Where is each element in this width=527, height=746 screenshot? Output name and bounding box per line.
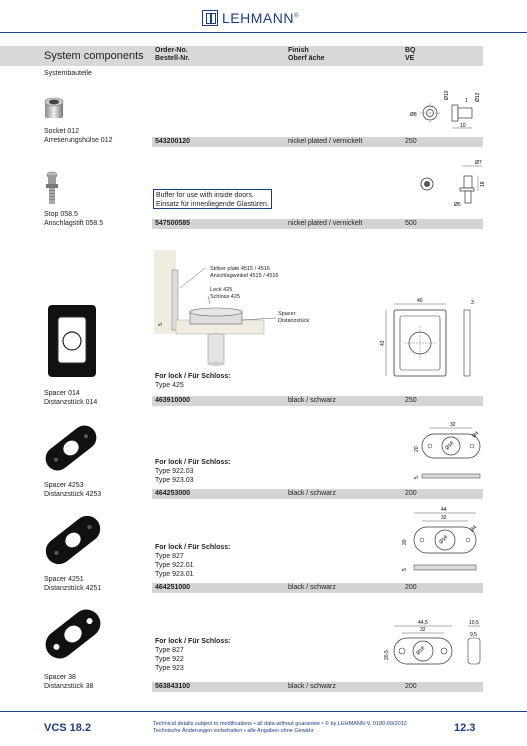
- quantity-value: 500: [405, 220, 417, 227]
- callout-5: 5: [158, 322, 165, 327]
- lock-type: Type 827: [155, 553, 184, 560]
- lock-label: For lock / Für Schloss:: [155, 638, 231, 645]
- callout-lock: [210, 287, 240, 301]
- callout-line-en: Spacer: [278, 311, 296, 317]
- spacer-4253-image: [40, 420, 102, 476]
- product-name-de: Distanzstück 38: [44, 683, 94, 690]
- callout-line-de: Distanzstück: [278, 318, 310, 324]
- product-name-de: Distanzstück 4251: [44, 585, 102, 592]
- footer-disclaimer: [153, 721, 407, 735]
- socket-012-image: [42, 96, 68, 122]
- stop-dim-d7: Ø7: [475, 160, 482, 166]
- page-subtitle: Systembauteile: [44, 70, 92, 77]
- brand-logo: [202, 9, 326, 27]
- stop-dim-d5: Ø5: [454, 202, 461, 208]
- lock-types-spacer-4251: [155, 543, 230, 579]
- socket-dim-d8: Ø8: [410, 112, 417, 118]
- logo-mark-icon: [202, 10, 218, 26]
- socket-dim-d10: Ø10: [444, 90, 450, 100]
- product-name-en: Spacer 014: [44, 390, 80, 397]
- column-header-qty: [405, 47, 416, 63]
- finish-header-en: Finish: [288, 47, 309, 54]
- spacer-4251-image: [40, 510, 106, 570]
- product-name-spacer-4253: [44, 481, 101, 499]
- finish-header-de: Oberf äche: [288, 55, 325, 62]
- stop-dim-18: 18: [480, 181, 486, 187]
- finish-value: nickel plated / vernickelt: [288, 220, 363, 227]
- spacer4251-dim-44: 44: [441, 507, 447, 513]
- callout-line-de: Schloss 425: [210, 294, 240, 300]
- lock-type: Type 922: [155, 656, 184, 663]
- callout-spacer: [278, 311, 309, 325]
- spacer4253-dim-d4: Ø4: [471, 430, 481, 440]
- spacer4251-dim-20: 20: [402, 539, 408, 545]
- lock-type: Type 922.01: [155, 562, 194, 569]
- spacer4251-dim-d18: Ø18: [438, 534, 450, 546]
- quantity-value: 200: [405, 584, 417, 591]
- socket-dim-10: 10: [460, 123, 466, 129]
- product-name-socket-012: [44, 127, 113, 145]
- table-row: [152, 396, 483, 406]
- spacer-4251-drawing: [400, 505, 492, 577]
- note-line-en: Buffer for use with inside doors.: [156, 192, 254, 199]
- callout-line-en: Striker plate 4515 / 4516: [210, 266, 270, 272]
- product-name-de: Arretierungshülse 012: [44, 137, 113, 144]
- product-name-en: Spacer 38: [44, 674, 76, 681]
- table-row: [152, 137, 483, 147]
- socket-dim-d12: Ø12: [475, 92, 481, 102]
- spacer4251-dim-d4: Ø4: [469, 524, 479, 534]
- order-number: 464251000: [155, 584, 191, 591]
- spacer38-dim-44-5: 44,5: [418, 620, 428, 626]
- column-header-finish: [288, 47, 325, 63]
- spacer014-dim-3: 3: [471, 300, 474, 306]
- lock-type: Type 425: [155, 382, 184, 389]
- product-name-de: Anschlagstift 058.5: [44, 220, 104, 227]
- product-name-en: Spacer 4251: [44, 576, 84, 583]
- catalog-section: VCS 18.2: [44, 722, 92, 734]
- spacer-38-drawing: [380, 616, 492, 678]
- lock-type: Type 827: [155, 647, 184, 654]
- lock-type: Type 923.03: [155, 477, 194, 484]
- spacer-4253-drawing: [412, 420, 492, 486]
- lock-label: For lock / Für Schloss:: [155, 459, 231, 466]
- stop-058-image: [42, 170, 66, 210]
- order-header-en: Order-No.: [155, 47, 188, 54]
- spacer014-dim-40: 40: [417, 298, 423, 304]
- product-name-en: Stop 058.5: [44, 211, 78, 218]
- quantity-value: 250: [405, 138, 417, 145]
- spacer38-dim-d18: Ø18: [415, 645, 427, 657]
- socket-012-drawing: [408, 90, 488, 134]
- spacer-38-image: [40, 602, 106, 666]
- spacer4253-dim-20: 20: [414, 446, 420, 452]
- callout-line-de: Anschlagwinkel 4515 / 4516: [210, 273, 279, 279]
- page-title: System components: [44, 50, 144, 62]
- brand-reg: ®: [293, 13, 299, 20]
- qty-header-en: BQ: [405, 47, 416, 54]
- product-name-spacer-4251: [44, 575, 101, 593]
- spacer38-dim-9-5: 9,5: [470, 632, 477, 638]
- lock-types-spacer-38: [155, 637, 230, 673]
- finish-value: black / schwarz: [288, 490, 336, 497]
- spacer4253-dim-5: 5: [414, 476, 420, 479]
- product-note: [153, 189, 272, 209]
- lock-type: Type 923.01: [155, 571, 194, 578]
- disclaimer-en: Technical details subject to modifications • all data without guarantee • © by LEHMANN-V. 0180-09/2012: [153, 721, 407, 727]
- order-number: 543200120: [155, 138, 191, 145]
- spacer014-dim-43: 43: [380, 340, 386, 346]
- lock-types-spacer-014: [155, 372, 230, 390]
- finish-value: nickel plated / vernickelt: [288, 138, 363, 145]
- lock-label: For lock / Für Schloss:: [155, 544, 231, 551]
- spacer4253-dim-d18: Ø18: [444, 440, 456, 452]
- socket-dim-1: 1: [465, 98, 468, 104]
- quantity-value: 200: [405, 683, 417, 690]
- lock-type: Type 923: [155, 665, 184, 672]
- spacer-014-image: [44, 303, 100, 381]
- callout-striker-plate: [210, 266, 279, 280]
- table-row: [152, 583, 483, 593]
- spacer4251-dim-5: 5: [402, 568, 408, 571]
- spacer-014-drawing: [380, 296, 490, 390]
- order-number: 547500585: [155, 220, 191, 227]
- product-name-en: Socket 012: [44, 128, 80, 135]
- spacer38-dim-10-5: 10,5: [469, 620, 479, 626]
- stop-058-drawing: [412, 158, 492, 210]
- brand-name: LEHMANN: [222, 10, 294, 26]
- table-row: [152, 489, 483, 499]
- spacer4251-dim-32: 32: [441, 515, 447, 521]
- order-number: 563843100: [155, 683, 191, 690]
- callout-line-en: Lock 425: [210, 287, 233, 293]
- product-name-spacer-38: [44, 673, 93, 691]
- table-row: [152, 219, 483, 229]
- lock-label: For lock / Für Schloss:: [155, 373, 231, 380]
- product-name-stop-058: [44, 210, 103, 228]
- product-name-de: Distanzstück 014: [44, 399, 98, 406]
- spacer38-dim-32: 32: [420, 627, 426, 633]
- disclaimer-de: Technische Änderungen vorbehalten • alle Angaben ohne Gewähr: [153, 728, 314, 734]
- finish-value: black / schwarz: [288, 397, 336, 404]
- quantity-value: 250: [405, 397, 417, 404]
- product-name-de: Distanzstück 4253: [44, 491, 102, 498]
- lock-types-spacer-4253: [155, 458, 230, 485]
- spacer38-dim-20-5: 20,5: [384, 650, 390, 660]
- product-name-spacer-014: [44, 389, 97, 407]
- table-row: [152, 682, 483, 692]
- bottom-rule: [0, 711, 527, 712]
- order-header-de: Bestell-Nr.: [155, 55, 190, 62]
- quantity-value: 200: [405, 490, 417, 497]
- column-header-order: [155, 47, 190, 63]
- product-name-en: Spacer 4253: [44, 482, 84, 489]
- page-number: 12.3: [454, 722, 476, 734]
- order-number: 464253000: [155, 490, 191, 497]
- qty-header-de: VE: [405, 55, 415, 62]
- finish-value: black / schwarz: [288, 683, 336, 690]
- finish-value: black / schwarz: [288, 584, 336, 591]
- lock-type: Type 922.03: [155, 468, 194, 475]
- top-rule: [0, 32, 527, 33]
- spacer4253-dim-32: 32: [450, 422, 456, 428]
- note-line-de: Einsatz für innenliegende Glastüren.: [156, 201, 269, 208]
- order-number: 463910000: [155, 397, 191, 404]
